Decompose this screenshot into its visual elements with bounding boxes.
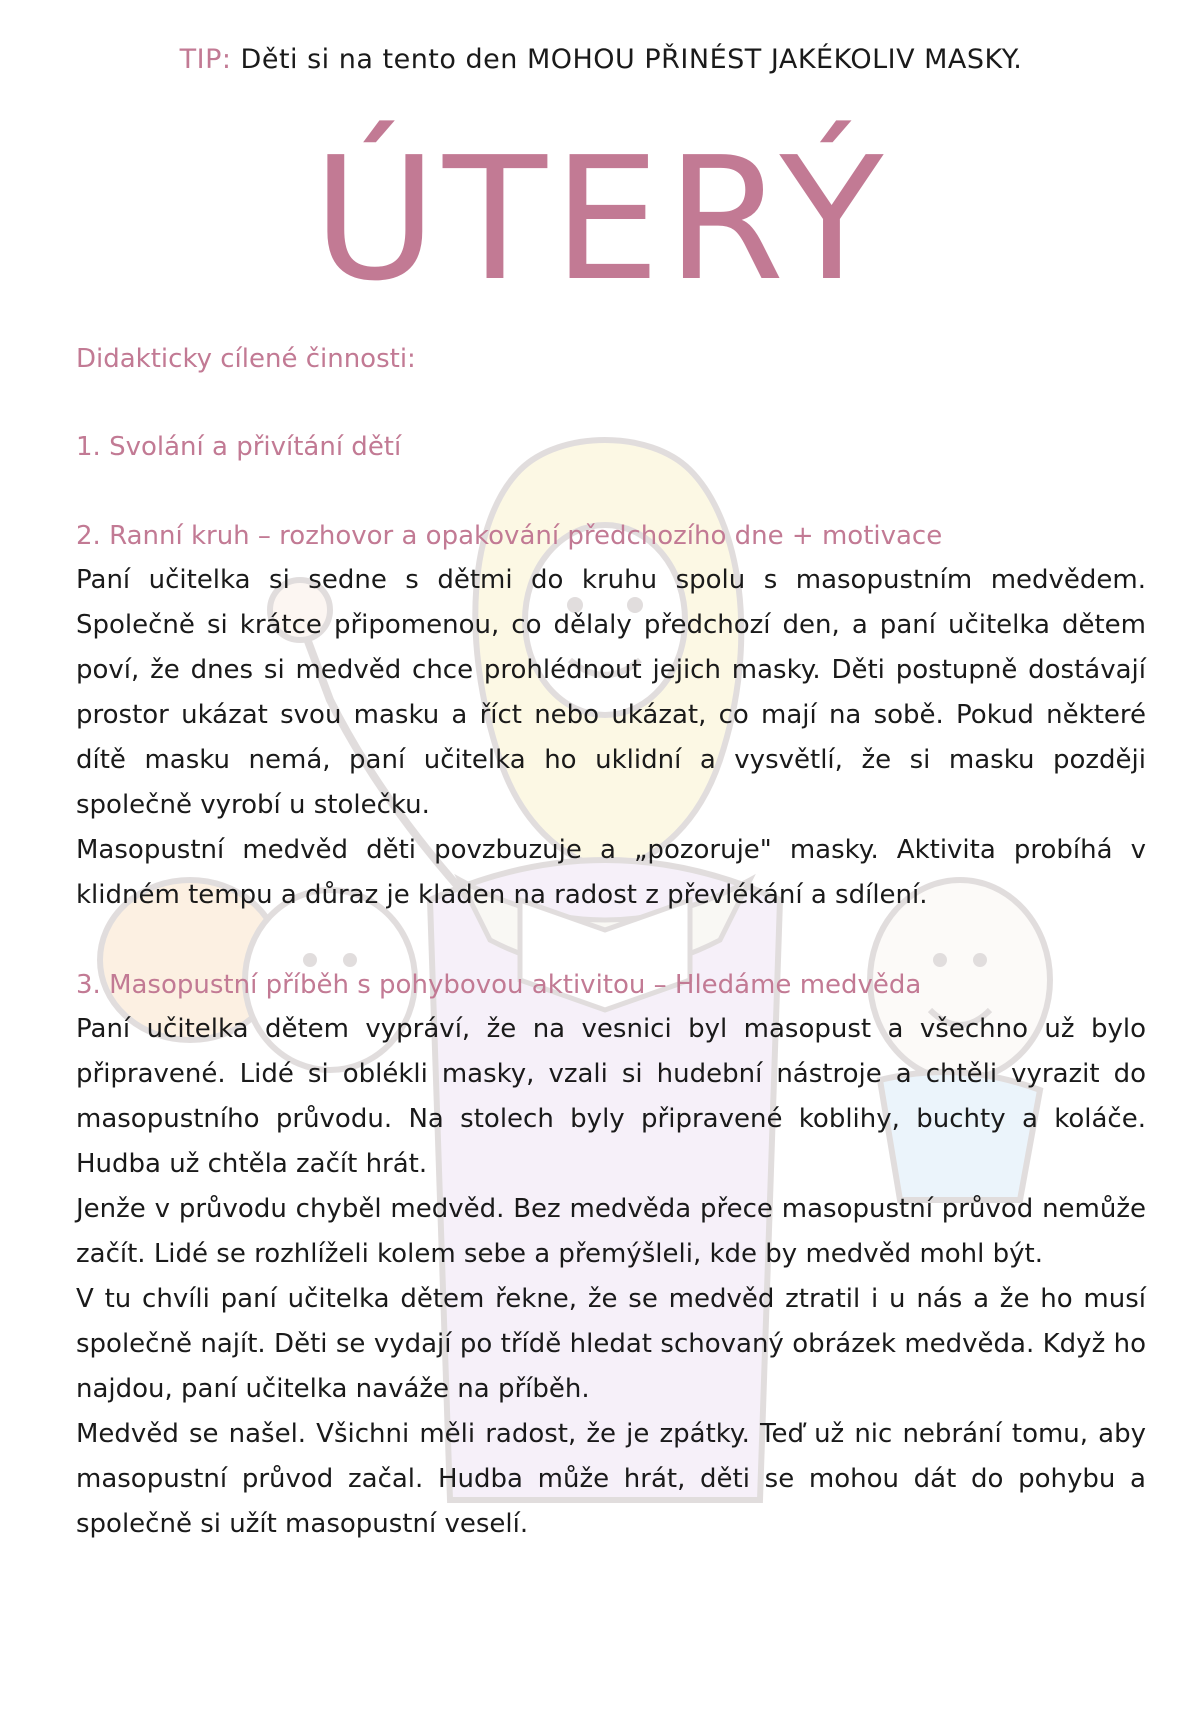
paragraph: Jenže v průvodu chyběl medvěd. Bez medvěda přece masopustní průvod nemůže začít. Lidé se rozhlíželi kolem sebe a přemýšleli, kde by medvěd mohl být. <box>76 1194 1146 1269</box>
paragraph: Masopustní medvěd děti povzbuzuje a „pozoruje" masky. Aktivita probíhá v klidném tempu a důraz je kladen na radost z převlékání a sdílení. <box>76 835 1146 910</box>
section-heading: Didakticky cílené činnosti: <box>76 344 416 374</box>
item-heading-3: 3. Masopustní příběh s pohybovou aktivitou – Hledáme medvěda <box>76 970 922 1000</box>
paragraph: Medvěd se našel. Všichni měli radost, že je zpátky. Teď už nic nebrání tomu, aby masopustní průvod začal. Hudba může hrát, děti se mohou dát do pohybu a společně si užít masopustní veselí. <box>76 1419 1146 1539</box>
tip-label: TIP: <box>179 44 232 75</box>
item-heading-2: 2. Ranní kruh – rozhovor a opakování předchozího dne + motivace <box>76 521 943 551</box>
tip-line <box>0 44 1202 75</box>
paragraph: Paní učitelka dětem vypráví, že na vesnici byl masopust a všechno už bylo připravené. Lidé si oblékli masky, vzali si hudební nástroje a chtěli vyrazit do masopustního průvodu. Na stolech byly připravené koblihy, buchty a koláče. Hudba už chtěla začít hrát. <box>76 1014 1146 1179</box>
paragraph: Paní učitelka si sedne s dětmi do kruhu spolu s masopustním medvědem. Společně si krátce připomenou, co dělaly předchozí den, a paní učitelka dětem poví, že dnes si medvěd chce prohlédnout jejich masky. Děti postupně dostávají prostor ukázat svou masku a říct nebo ukázat, co mají na sobě. Pokud některé dítě masku nemá, paní učitelka ho uklidní a vysvětlí, že si masku později společně vyrobí u stolečku. <box>76 565 1146 820</box>
item-heading-1: 1. Svolání a přivítání dětí <box>76 432 402 462</box>
item-3-body <box>76 1007 1146 1547</box>
item-2-body <box>76 558 1146 918</box>
paragraph: V tu chvíli paní učitelka dětem řekne, že se medvěd ztratil i u nás a že ho musí společně najít. Děti se vydají po třídě hledat schovaný obrázek medvěda. Když ho najdou, paní učitelka naváže na příběh. <box>76 1284 1146 1404</box>
page-title: ÚTERÝ <box>312 121 890 319</box>
tip-text: Děti si na tento den MOHOU PŘINÉST JAKÉKOLIV MASKY. <box>231 44 1023 75</box>
